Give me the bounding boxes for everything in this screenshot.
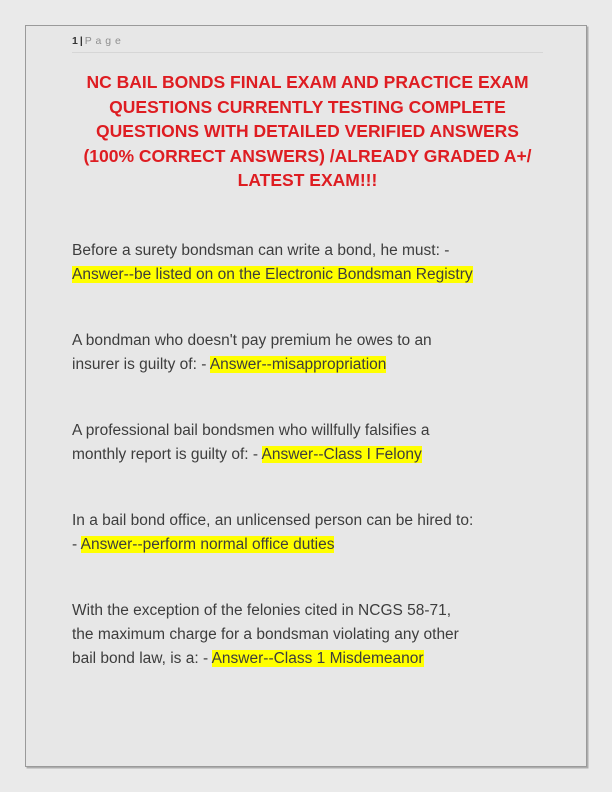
page-label: P a g e: [84, 35, 122, 47]
qa-line: [72, 239, 543, 263]
title-line: LATEST EXAM!!!: [237, 170, 378, 190]
title-line: QUESTIONS WITH DETAILED VERIFIED ANSWERS: [96, 121, 519, 141]
qa-line: [72, 329, 543, 353]
page-content: [26, 26, 586, 671]
qa-line: [72, 443, 543, 467]
title-line: QUESTIONS CURRENTLY TESTING COMPLETE: [109, 96, 506, 117]
question-text: Before a surety bondsman can write a bond, he must: -: [72, 241, 450, 259]
document-title: [72, 70, 543, 193]
question-text: monthly report is guilty of: -: [72, 445, 262, 463]
question-text: With the exception of the felonies cited in NCGS 58-71,: [72, 601, 452, 619]
question-text: A bondman who doesn't pay premium he owes to an: [72, 331, 432, 349]
question-text: the maximum charge for a bondsman violating any other: [72, 625, 459, 643]
answer-text: Answer--Class I Felony: [261, 445, 422, 463]
qa-line: [72, 419, 543, 443]
qa-block: [72, 419, 543, 467]
title-line: NC BAIL BONDS FINAL EXAM AND PRACTICE EXAM: [86, 72, 529, 92]
qa-list: [72, 239, 543, 671]
question-text: bail bond law, is a: -: [72, 649, 212, 667]
question-text: In a bail bond office, an unlicensed person can be hired to:: [72, 511, 474, 529]
qa-line: [72, 509, 543, 533]
qa-line: [72, 533, 543, 557]
answer-text: Answer--misappropriation: [209, 355, 387, 373]
qa-line: [72, 263, 543, 287]
page-number: 1: [72, 35, 78, 47]
qa-block: [72, 239, 543, 287]
answer-text: Answer--Class 1 Misdemeanor: [211, 649, 424, 667]
qa-block: [72, 509, 543, 557]
qa-line: [72, 353, 543, 377]
qa-block: [72, 599, 543, 671]
page-header: [72, 35, 543, 53]
qa-line: [72, 623, 543, 647]
document-page: [25, 25, 587, 767]
answer-text: Answer--perform normal office duties: [80, 535, 335, 553]
question-text: -: [72, 535, 81, 553]
qa-block: [72, 329, 543, 377]
answer-text: Answer--be listed on on the Electronic Bondsman Registry: [72, 265, 473, 283]
question-text: A professional bail bondsmen who willfully falsifies a: [72, 421, 430, 439]
qa-line: [72, 647, 543, 671]
qa-line: [72, 599, 543, 623]
question-text: insurer is guilty of: -: [72, 355, 210, 373]
header-separator: |: [79, 35, 83, 47]
title-line: (100% CORRECT ANSWERS) /ALREADY GRADED A+/: [83, 145, 532, 166]
